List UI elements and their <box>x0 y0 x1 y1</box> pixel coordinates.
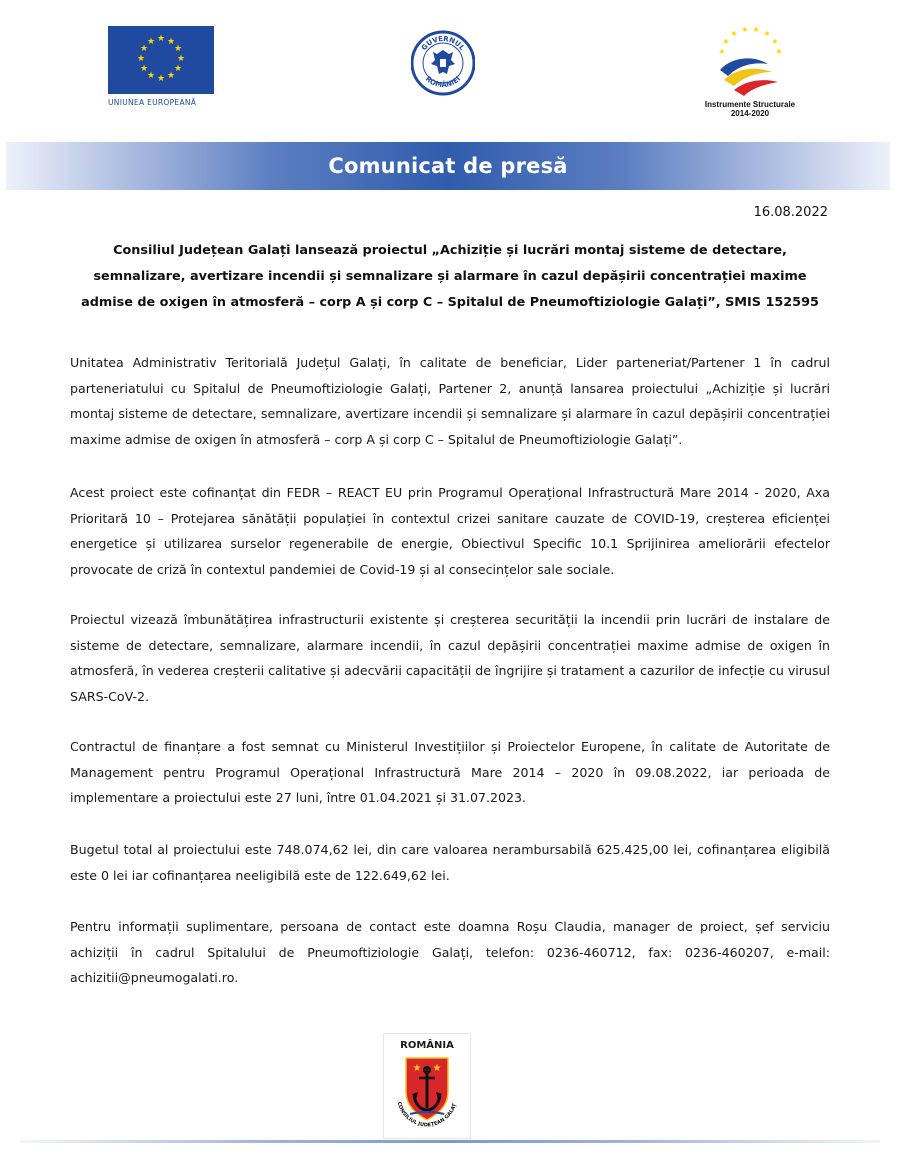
eu-logo <box>108 26 218 107</box>
svg-text:★: ★ <box>156 34 166 44</box>
footer-divider <box>20 1140 880 1143</box>
paragraph-objective: Proiectul vizează îmbunătățirea infrastructurii existente și creșterea securității la incendii prin lucrări de instalare de sisteme de detectare, semnalizare, alarmare incendii, în cazul depășirii concentrației maxime admise de oxigen în atmosferă, în vederea creșterii calitative și adecvării capacității de îngrijire și tratament a cazurilor de infecție cu virusul SARS-CoV-2. <box>70 612 830 704</box>
svg-text:★: ★ <box>722 37 730 46</box>
svg-text:★: ★ <box>146 37 156 47</box>
svg-text:★: ★ <box>718 47 726 56</box>
svg-text:★: ★ <box>139 44 149 54</box>
structural-instruments-logo <box>690 24 810 122</box>
government-seal-icon <box>411 28 475 98</box>
paragraph-contract: Contractul de finanțare a fost semnat cu Ministerul Investițiilor și Proiectelor Europene, în calitate de Autoritate de Management pentru Programul Operațional Infrastructură Mare 2014 – 2020 în 09.08.2022, iar perioada de implementare a proiectului este 27 luni, între 01.04.2021 și 31.07.2023. <box>70 739 830 805</box>
svg-text:★: ★ <box>752 25 760 34</box>
government-seal <box>411 28 475 98</box>
eu-flag-icon <box>108 26 214 94</box>
svg-text:★: ★ <box>139 64 149 74</box>
svg-text:★: ★ <box>775 47 783 56</box>
svg-text:★: ★ <box>432 1063 442 1074</box>
paragraph-contact: Pentru informații suplimentare, persoana de contact este doamna Roșu Claudia, manager de proiect, șef serviciu achiziții în cadrul Spitalului de Pneumoftiziologie Galați, telefon: 0236-460712, fax: 0236-460207, e-mail: achizitii@pneumogalati.ro. <box>70 919 830 985</box>
svg-text:★: ★ <box>412 1063 422 1074</box>
paragraph-beneficiary: Unitatea Administrativ Teritorială Județul Galați, în calitate de beneficiar, Lider parteneriat/Partener 1 în cadrul parteneriatului cu Spitalul de Pneumoftiziologie Galați, Partener 2, anunță lansarea proiectului „Achiziție și lucrări montaj sisteme de detectare, semnalizare, avertizare incendii și semnalizare și alarmare în cazul depășirii concentrației maxime admise de oxigen în atmosferă – corp A și corp C – Spitalul de Pneumoftiziologie Galați”. <box>70 355 830 447</box>
svg-text:★: ★ <box>173 44 183 54</box>
svg-text:★: ★ <box>730 29 738 38</box>
document-date: 16.08.2022 <box>753 205 828 220</box>
document-headline: Consiliul Județean Galați lansează proiectul „Achiziție și lucrări montaj sisteme de detectare, semnalizare, avertizare incendii și semnalizare și alarmare în cazul depășirii concentrației maxime admise de oxigen în atmosferă – corp A și corp C – Spitalul de Pneumoftiziologie Galați”, SMIS 152595 <box>81 243 819 310</box>
svg-text:ROMÂNIEI: ROMÂNIEI <box>423 74 463 90</box>
svg-text:★: ★ <box>166 37 176 47</box>
crest-ring-text: CONSILIUL JUDEȚEAN GALAȚ <box>395 1101 458 1129</box>
paragraph-budget: Bugetul total al proiectului este 748.074,62 lei, din care valoarea nerambursabilă 625.425,00 lei, cofinanțarea eligibilă este 0 lei iar cofinanțarea neeligibilă este de 122.649,62 lei. <box>70 842 830 883</box>
county-council-crest <box>383 1033 471 1139</box>
svg-text:★: ★ <box>771 37 779 46</box>
svg-text:★: ★ <box>176 54 186 64</box>
svg-text:★: ★ <box>136 54 146 64</box>
svg-text:★: ★ <box>146 71 156 81</box>
svg-text:★: ★ <box>156 74 166 84</box>
structural-instruments-icon <box>690 24 810 100</box>
crest-title: ROMÂNIA <box>400 1040 454 1051</box>
svg-text:★: ★ <box>741 25 749 34</box>
svg-text:★: ★ <box>173 64 183 74</box>
svg-text:GUVERNUL: GUVERNUL <box>419 34 467 53</box>
svg-text:★: ★ <box>166 71 176 81</box>
structural-caption-line1: Instrumente Structurale <box>704 100 796 109</box>
structural-caption-line2: 2014-2020 <box>730 109 770 118</box>
svg-text:★: ★ <box>763 29 771 38</box>
paragraph-funding: Acest proiect este cofinanțat din FEDR – REACT EU prin Programul Operațional Infrastructură Mare 2014 - 2020, Axa Prioritară 10 – Protejarea sănătății populației în contextul crizei sanitare cauzate de COVID-19, creșterea eficienței energetice și utilizarea surselor regenerabile de energie, Obiectivul Specific 10.1 Sprijinirea ameliorării efectelor provocate de criză în contextul pandemiei de Covid-19 și al consecințelor sale sociale. <box>70 485 830 577</box>
press-release-banner <box>6 142 890 190</box>
eu-caption: UNIUNEA EUROPEANĂ <box>108 98 197 107</box>
crest-shield-icon <box>384 1034 470 1138</box>
banner-title: Comunicat de presă <box>328 154 568 178</box>
